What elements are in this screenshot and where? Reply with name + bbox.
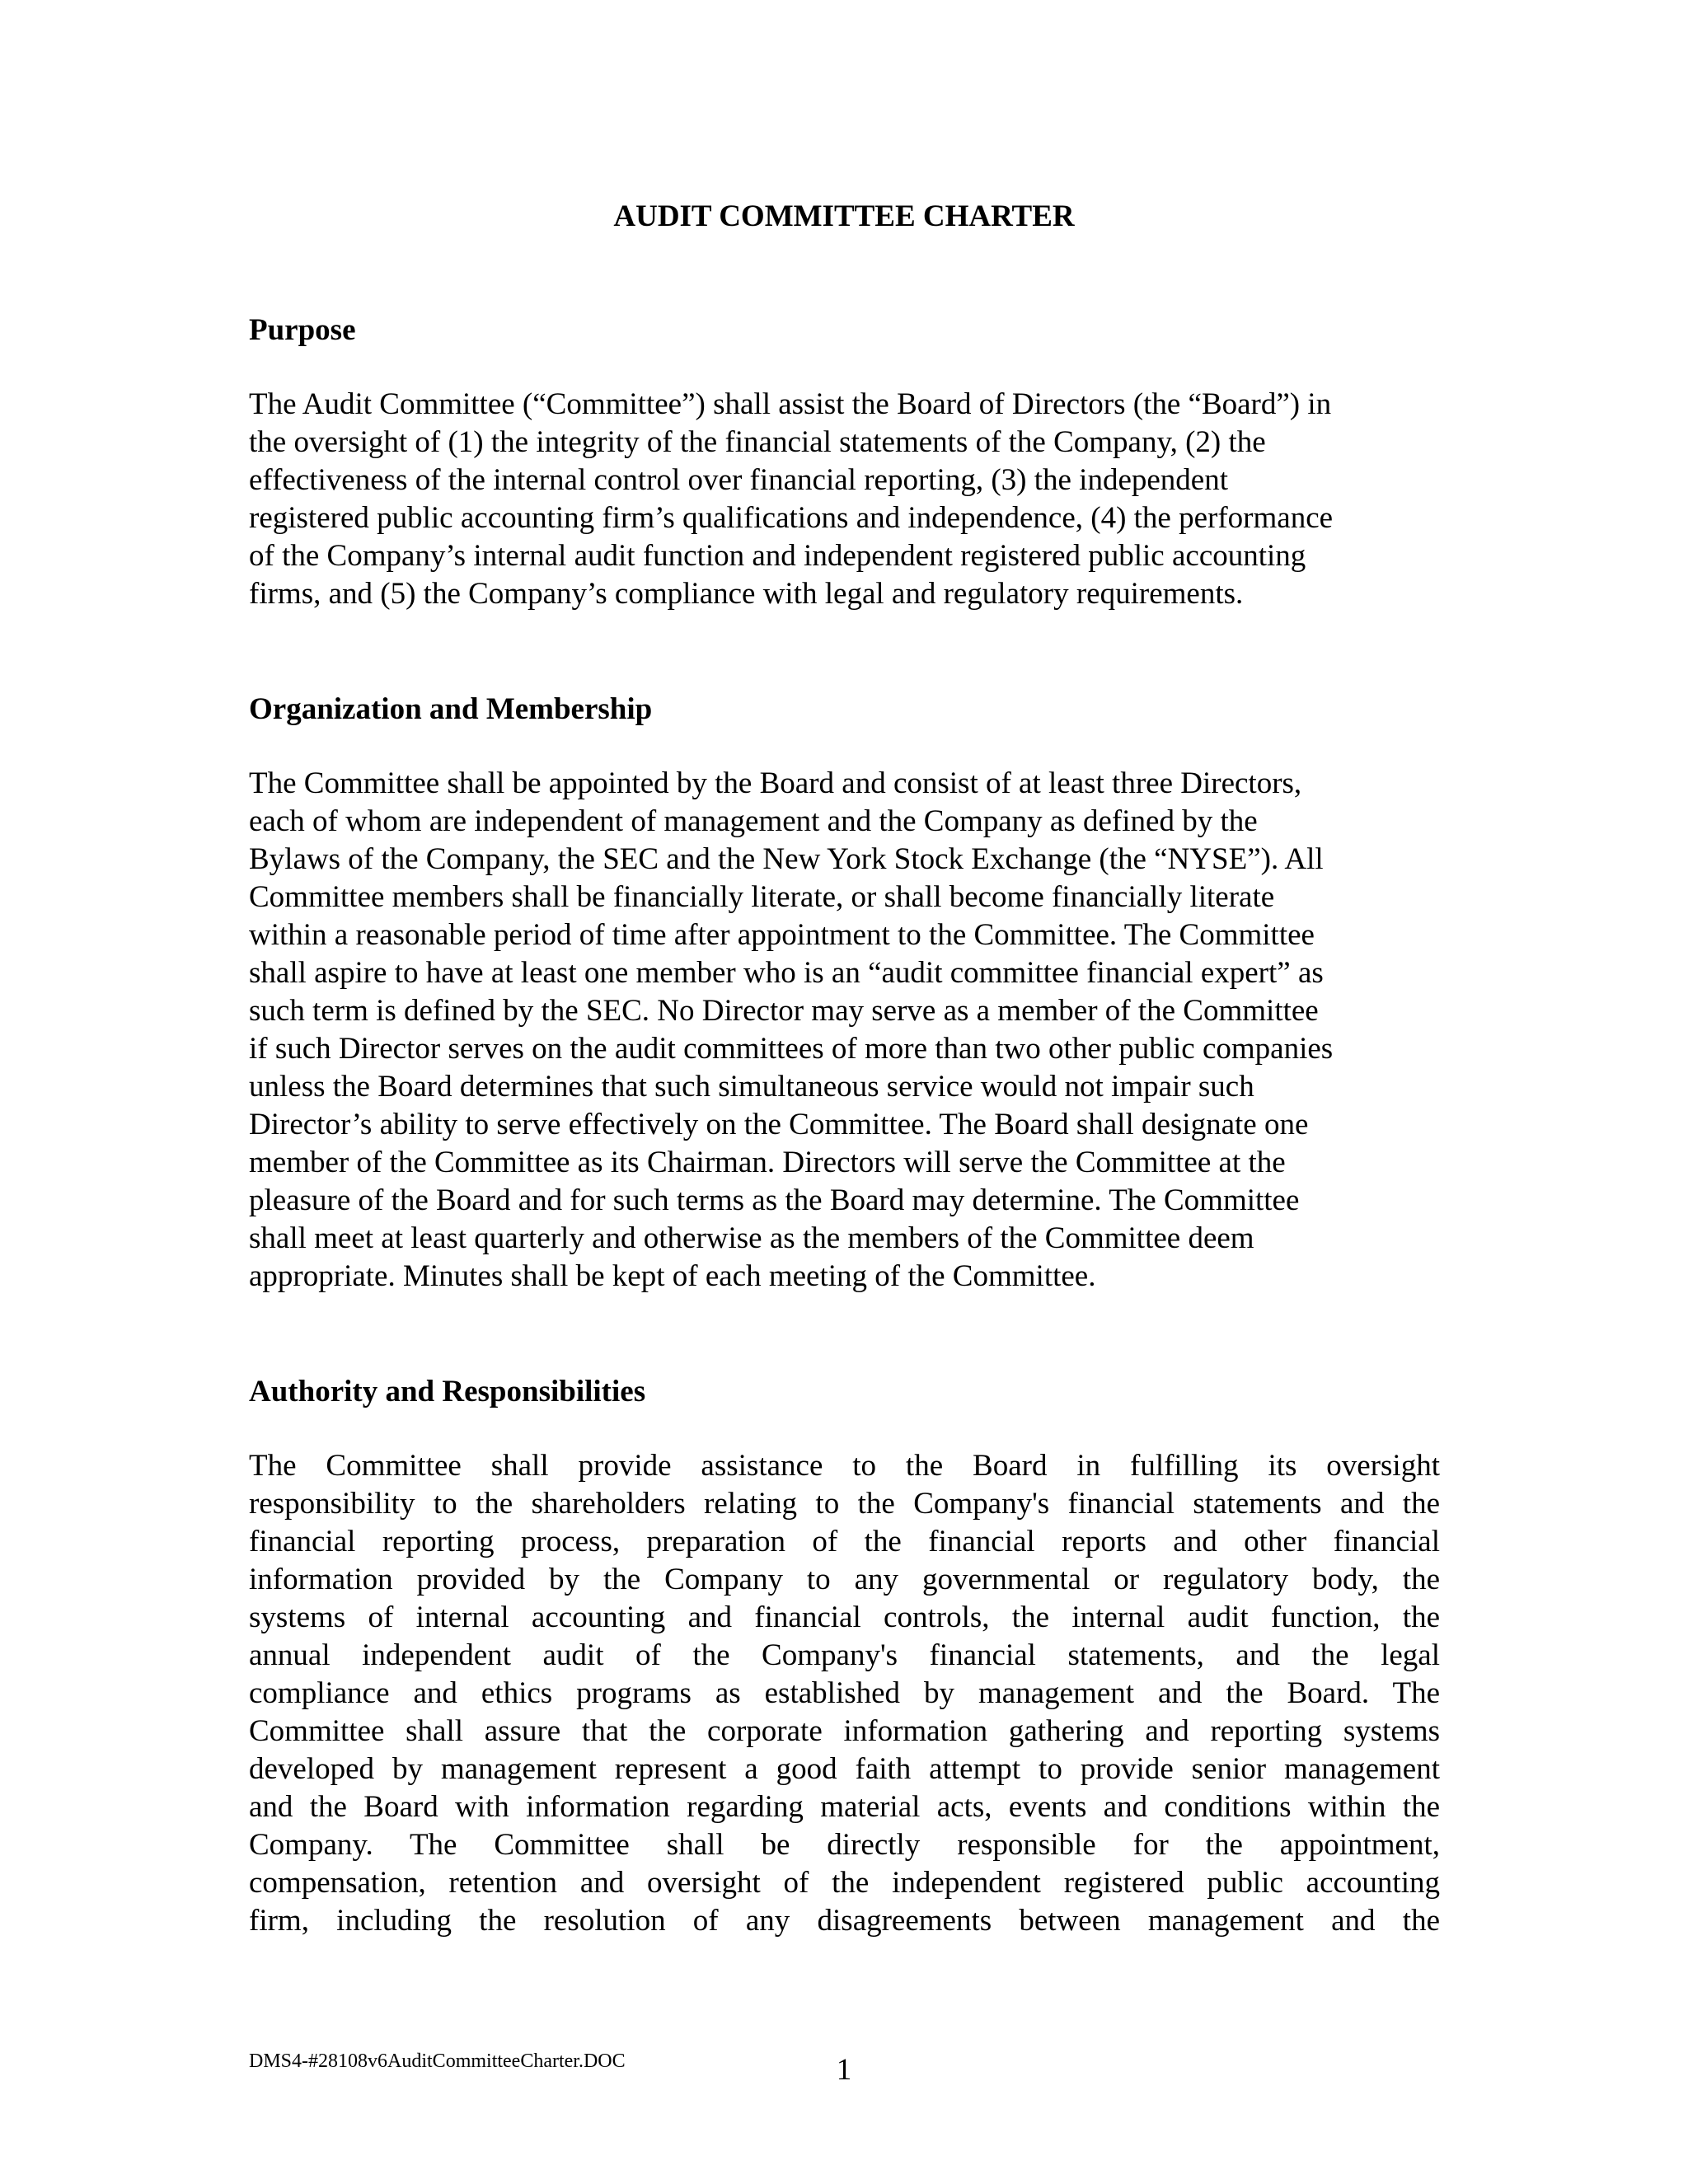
paragraph-line: The Audit Committee (“Committee”) shall assist the Board of Directors (the “Board”) in xyxy=(249,387,1332,421)
page-number: 1 xyxy=(836,2053,852,2087)
paragraph-line: shall aspire to have at least one member who is an “audit committee financial expert” as xyxy=(249,956,1324,990)
section-heading-authority: Authority and Responsibilities xyxy=(249,1375,646,1408)
paragraph-line: annual independent audit of the Company's financial statements, and the legal xyxy=(249,1638,1440,1672)
paragraph-line: Committee shall assure that the corporate information gathering and reporting systems xyxy=(249,1714,1440,1748)
paragraph-line: systems of internal accounting and financial controls, the internal audit function, the xyxy=(249,1601,1440,1634)
paragraph-line: firms, and (5) the Company’s compliance with legal and regulatory requirements. xyxy=(249,577,1244,611)
paragraph-line: shall meet at least quarterly and otherwise as the members of the Committee deem xyxy=(249,1221,1254,1255)
paragraph-line: registered public accounting firm’s qualifications and independence, (4) the performance xyxy=(249,501,1334,535)
paragraph-line: such term is defined by the SEC. No Director may serve as a member of the Committee xyxy=(249,994,1319,1028)
footer-document-id: DMS4-#28108v6AuditCommitteeCharter.DOC xyxy=(249,2050,626,2072)
paragraph-line: effectiveness of the internal control over financial reporting, (3) the independent xyxy=(249,463,1228,497)
section-heading-purpose: Purpose xyxy=(249,313,356,347)
paragraph-line: Committee members shall be financially literate, or shall become financially literate xyxy=(249,880,1275,914)
paragraph-line: Director’s ability to serve effectively on the Committee. The Board shall designate one xyxy=(249,1108,1309,1141)
paragraph-line: financial reporting process, preparation of the financial reports and other financial xyxy=(249,1525,1440,1558)
authority-paragraph xyxy=(249,1447,1444,1940)
paragraph-line: member of the Committee as its Chairman. Directors will serve the Committee at the xyxy=(249,1146,1286,1179)
paragraph-line: firm, including the resolution of any disagreements between management and the xyxy=(249,1904,1440,1938)
paragraph-line: The Committee shall provide assistance to the Board in fulfilling its oversight xyxy=(249,1449,1440,1483)
paragraph-line: information provided by the Company to any governmental or regulatory body, the xyxy=(249,1563,1440,1596)
paragraph-line: and the Board with information regarding material acts, events and conditions within the xyxy=(249,1790,1440,1824)
paragraph-line: the oversight of (1) the integrity of the financial statements of the Company, (2) the xyxy=(249,425,1266,459)
paragraph-line: pleasure of the Board and for such terms as the Board may determine. The Committee xyxy=(249,1183,1300,1217)
paragraph-line: if such Director serves on the audit committees of more than two other public companies xyxy=(249,1032,1334,1066)
paragraph-line: unless the Board determines that such simultaneous service would not impair such xyxy=(249,1070,1254,1104)
paragraph-line: compensation, retention and oversight of the independent registered public accounting xyxy=(249,1866,1440,1900)
paragraph-line: each of whom are independent of management and the Company as defined by the xyxy=(249,804,1258,838)
organization-paragraph xyxy=(249,765,1444,1296)
paragraph-line: of the Company’s internal audit function and independent registered public accounting xyxy=(249,539,1306,573)
section-heading-organization: Organization and Membership xyxy=(249,692,653,726)
paragraph-line: The Committee shall be appointed by the Board and consist of at least three Directors, xyxy=(249,766,1302,800)
paragraph-line: developed by management represent a good faith attempt to provide senior management xyxy=(249,1752,1440,1786)
paragraph-line: compliance and ethics programs as established by management and the Board. The xyxy=(249,1676,1440,1710)
document-title: AUDIT COMMITTEE CHARTER xyxy=(613,199,1075,233)
paragraph-line: Bylaws of the Company, the SEC and the New York Stock Exchange (the “NYSE”). All xyxy=(249,842,1324,876)
paragraph-line: appropriate. Minutes shall be kept of each meeting of the Committee. xyxy=(249,1259,1096,1293)
purpose-paragraph xyxy=(249,386,1444,613)
paragraph-line: Company. The Committee shall be directly responsible for the appointment, xyxy=(249,1828,1440,1862)
paragraph-line: within a reasonable period of time after appointment to the Committee. The Committee xyxy=(249,918,1315,952)
paragraph-line: responsibility to the shareholders relating to the Company's financial statements and the xyxy=(249,1487,1440,1521)
